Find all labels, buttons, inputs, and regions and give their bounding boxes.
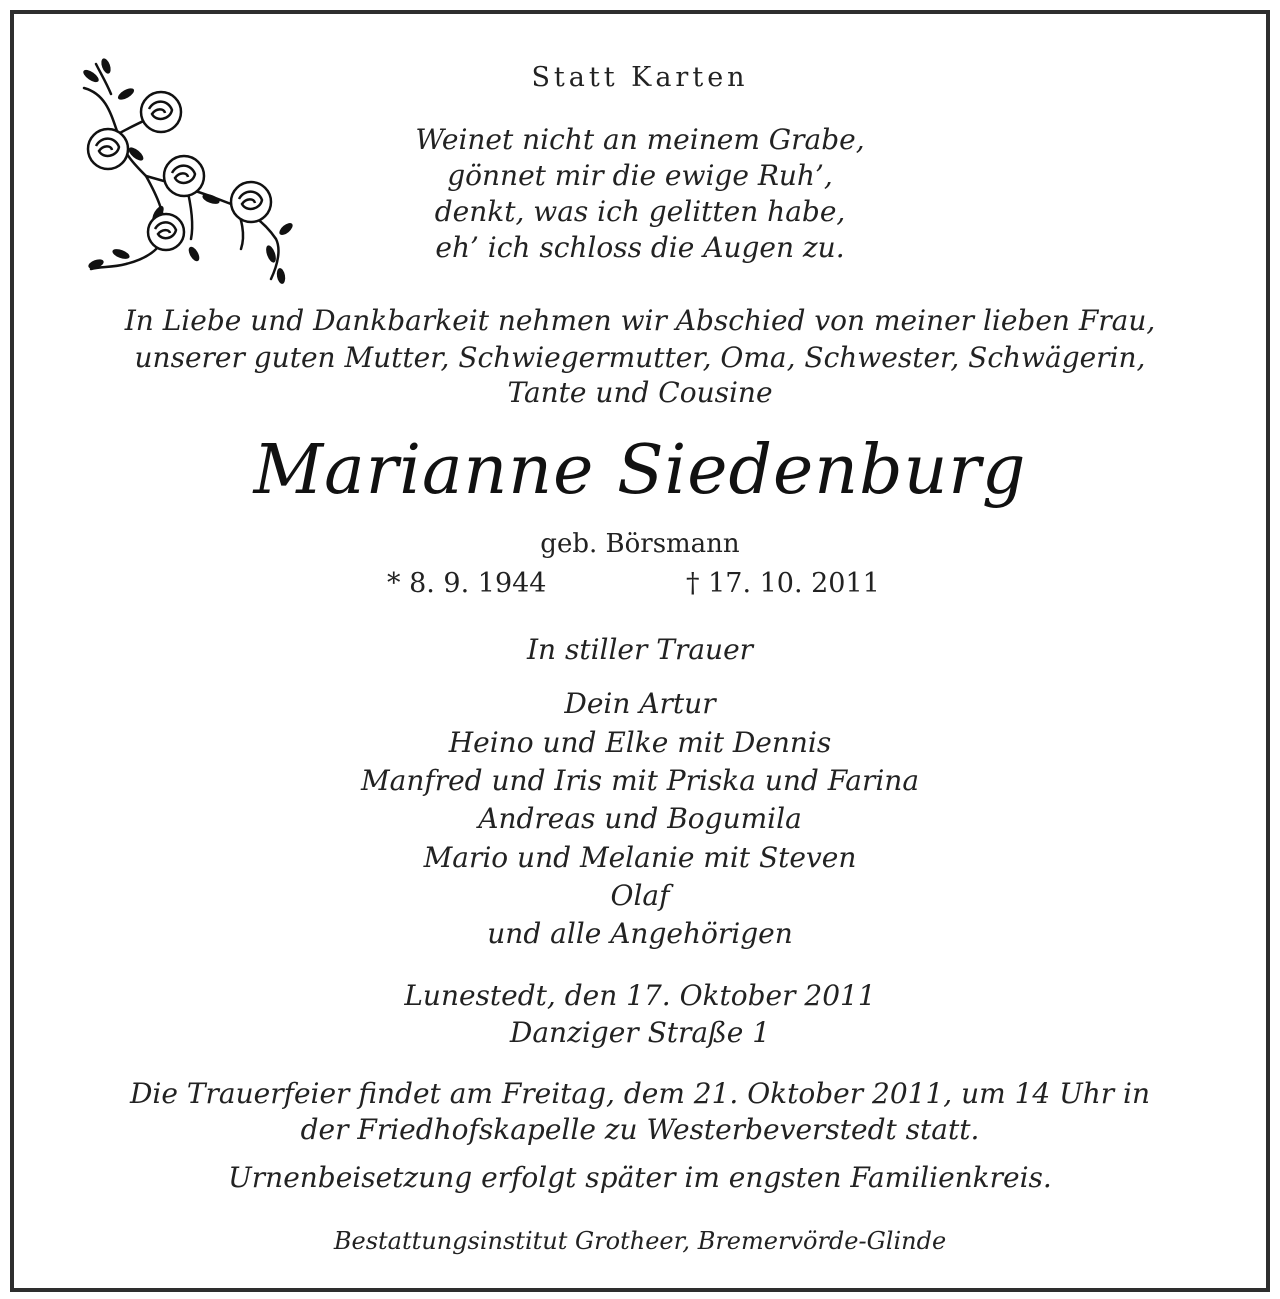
mourner-line: Manfred und Iris mit Priska und Farina <box>360 764 920 797</box>
mourning-line: In stiller Trauer <box>526 633 754 666</box>
intro-line: unserer guten Mutter, Schwiegermutter, Oma, Schwester, Schwägerin, <box>134 341 1146 374</box>
service-line: Die Trauerfeier findet am Freitag, dem 21. Oktober 2011, um 14 Uhr in <box>129 1077 1151 1110</box>
service-line: der Friedhofskapelle zu Westerbeverstedt statt. <box>300 1113 980 1146</box>
maiden-name: geb. Börsmann <box>540 529 740 559</box>
birth-date: * 8. 9. 1944 <box>387 568 547 599</box>
mourner-line: Dein Artur <box>564 687 716 720</box>
intro-line: Tante und Cousine <box>507 376 773 409</box>
intro-line: In Liebe und Dankbarkeit nehmen wir Abschied von meiner lieben Frau, <box>124 304 1156 337</box>
poem-line: gönnet mir die ewige Ruh’, <box>447 159 833 192</box>
mourner-line: und alle Angehörigen <box>487 917 793 950</box>
deceased-name: Marianne Siedenburg <box>253 431 1027 510</box>
poem-line: eh’ ich schloss die Augen zu. <box>435 231 845 264</box>
address: Danziger Straße 1 <box>509 1016 771 1049</box>
funeral-home: Bestattungsinstitut Grotheer, Bremervörde-Glinde <box>333 1227 947 1255</box>
header-statt-karten: Statt Karten <box>531 62 749 93</box>
poem-line: denkt, was ich gelitten habe, <box>434 195 846 228</box>
burial-line: Urnenbeisetzung erfolgt später im engsten Familienkreis. <box>228 1161 1052 1194</box>
place-date: Lunestedt, den 17. Oktober 2011 <box>404 979 876 1012</box>
mourner-line: Mario und Melanie mit Steven <box>423 841 857 874</box>
death-date: † 17. 10. 2011 <box>686 568 880 599</box>
mourner-line: Olaf <box>610 879 670 912</box>
mourner-line: Heino und Elke mit Dennis <box>448 726 832 759</box>
poem-line: Weinet nicht an meinem Grabe, <box>415 123 865 156</box>
mourner-line: Andreas und Bogumila <box>478 802 802 835</box>
obituary-notice <box>10 10 1270 1292</box>
